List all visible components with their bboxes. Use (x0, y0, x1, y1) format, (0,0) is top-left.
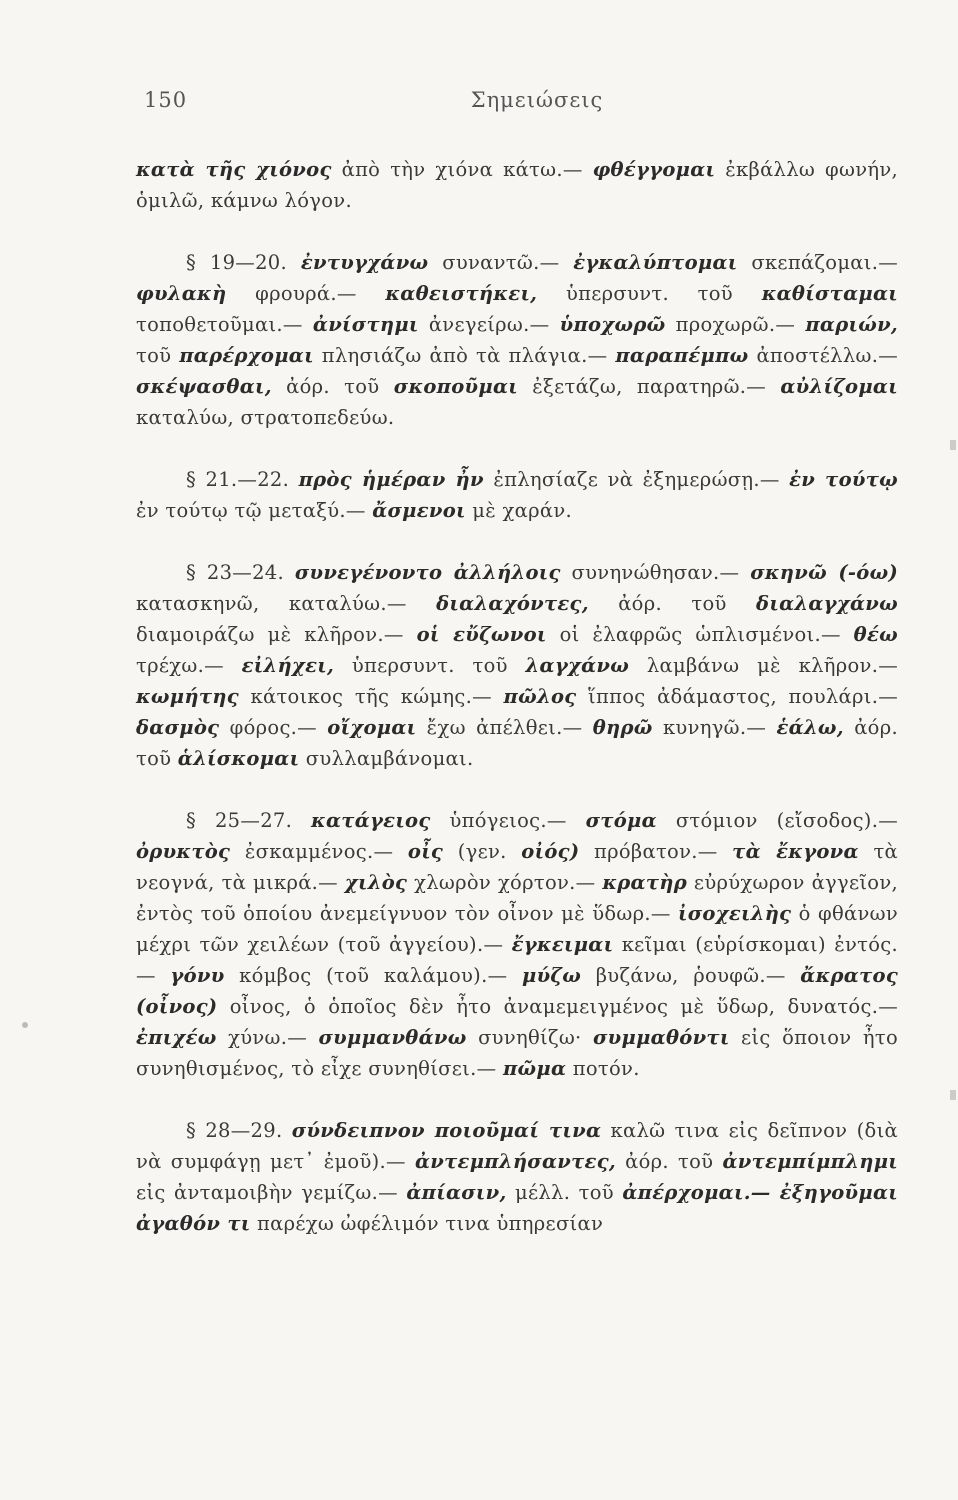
gloss: λαμβάνω μὲ κλῆρον.— (629, 654, 898, 677)
gloss: ὑπερσυντ. τοῦ (537, 282, 762, 305)
gloss: ὁ φθάνων μέχρι τῶν χειλέων (τοῦ ἀγγείου).— (136, 902, 898, 956)
headword: δασμὸς (136, 716, 220, 739)
gloss: ἀπὸ τὴν χιόνα κάτω.— (331, 158, 593, 181)
gloss: τοποθετοῦμαι.— (136, 313, 313, 336)
gloss: κόμβος (τοῦ καλάμου).— (224, 964, 522, 987)
gloss: καταλύω, στρατοπεδεύω. (136, 406, 395, 429)
headword: γόνυ (170, 964, 225, 987)
headword: θέω (853, 623, 898, 646)
gloss: ἔχω ἀπέλθει.— (416, 716, 593, 739)
gloss: συλλαμβάνομαι. (299, 747, 474, 770)
gloss: πρόβατον.— (579, 840, 733, 863)
gloss: ἀόρ. τοῦ (271, 375, 394, 398)
gloss: προχωρῶ.— (665, 313, 806, 336)
gloss: ἀόρ. τοῦ (588, 592, 757, 615)
gloss: συνηθίζω· (466, 1026, 593, 1049)
section-mark: § 23—24. (186, 561, 295, 584)
gloss: ὑπερσυντ. τοῦ (334, 654, 526, 677)
gloss: τὰ νεογνά, τὰ μικρά.— (136, 840, 898, 894)
headword: κωμήτης (136, 685, 239, 708)
headword: διαλαγχάνω (756, 592, 898, 615)
headword: οἰός) (521, 840, 580, 863)
note-paragraph (136, 557, 898, 774)
gloss: ἀνεγείρω.— (418, 313, 560, 336)
headword: συνεγένοντο ἀλλήλοις (294, 561, 561, 584)
headword: ἁλίσκομαι (177, 747, 300, 770)
section-mark: § 21.—22. (186, 468, 299, 491)
note-paragraph (136, 154, 898, 216)
gloss: ἐξετάζω, παρατηρῶ.— (518, 375, 781, 398)
headword: πῶμα (502, 1057, 567, 1080)
gloss: (γεν. (443, 840, 522, 863)
headword: λαγχάνω (525, 654, 630, 677)
headword: συμμαθόντι (593, 1026, 730, 1049)
gloss: οἶνος, ὁ ὁποῖος δὲν ἦτο ἀναμεμειγμένος μὲ ὕδωρ, δυνατός.— (217, 995, 898, 1018)
gloss: καλῶ τινα εἰς δεῖπνον (διὰ νὰ συμφάγῃ μετ᾽ ἐμοῦ).— (136, 1119, 898, 1173)
gloss: τρέχω.— (136, 654, 242, 677)
gloss: χύνω.— (216, 1026, 319, 1049)
gloss: ἐκβάλλω φωνήν, ὁμιλῶ, κάμνω λόγον. (136, 158, 898, 212)
gloss: ἀόρ. τοῦ (136, 716, 898, 770)
headword: ἐπιχέω (136, 1026, 217, 1049)
notes-body (136, 154, 898, 1239)
headword: οἶς (407, 840, 444, 863)
edge-mark (950, 1090, 956, 1100)
running-title: Σημειώσεις (470, 88, 604, 112)
gloss: ἐσκαμμένος.— (230, 840, 408, 863)
gloss: ὑπόγειος.— (430, 809, 586, 832)
headword: ἐν τούτῳ (789, 468, 898, 491)
section-mark: § 25—27. (186, 809, 312, 832)
headword: ἀντεμπίμπλημι (722, 1150, 898, 1173)
gloss: κεῖμαι (εὑρίσκομαι) ἐντός.— (136, 933, 898, 987)
headword: σκοποῦμαι (393, 375, 518, 398)
section-mark: § 28—29. (186, 1119, 292, 1142)
gloss: χλωρὸν χόρτον.— (407, 871, 603, 894)
headword: ἀνίστημι (312, 313, 419, 336)
headword: οἴχομαι (327, 716, 417, 739)
headword: ἑάλω, (776, 716, 844, 739)
headword: καθίσταμαι (761, 282, 898, 305)
gloss: ἐν τούτῳ τῷ μεταξύ.— (136, 499, 373, 522)
gloss: παρέχω ὠφέλιμόν τινα ὑπηρεσίαν (250, 1212, 604, 1235)
gloss: εὐρύχωρον ἀγγεῖον, ἐντὸς τοῦ ὁποίου ἀνεμείγνυον τὸν οἶνον μὲ ὕδωρ.— (136, 871, 898, 925)
headword: κατάγειος (311, 809, 431, 832)
headword: παρέρχομαι (179, 344, 314, 367)
headword: φθέγγομαι (592, 158, 716, 181)
gloss: οἱ ἐλαφρῶς ὡπλισμένοι.— (546, 623, 854, 646)
headword: ὑποχωρῶ (559, 313, 666, 336)
headword: ἄκρατος (οἶνος) (136, 964, 898, 1018)
gloss: κυνηγῶ.— (652, 716, 777, 739)
edge-mark (950, 440, 956, 450)
headword: στόμα (585, 809, 657, 832)
headword: πρὸς ἡμέραν ἦν (298, 468, 484, 491)
page-header (136, 88, 898, 128)
headword: τὰ ἔκγονα (732, 840, 859, 863)
headword: πῶλος (503, 685, 577, 708)
headword: οἱ εὔζωνοι (416, 623, 547, 646)
headword: μύζω (522, 964, 582, 987)
gloss: τοῦ (136, 344, 180, 367)
gloss: ἐπλησίαζε νὰ ἐξημερώσῃ.— (483, 468, 790, 491)
gloss: ἵππος ἀδάμαστος, πουλάρι.— (576, 685, 898, 708)
headword: ὀρυκτὸς (136, 840, 231, 863)
gloss: μὲ χαράν. (465, 499, 573, 522)
headword: συμμανθάνω (318, 1026, 467, 1049)
headword: ἐντυγχάνω (300, 251, 429, 274)
gloss: ποτόν. (566, 1057, 640, 1080)
section-mark: § 19—20. (186, 251, 301, 274)
headword: ἀντεμπλήσαντες, (415, 1150, 616, 1173)
headword: σύνδειπνον ποιοῦμαί τινα (291, 1119, 602, 1142)
gloss: συνηνώθησαν.— (560, 561, 751, 584)
headword: κρατὴρ (602, 871, 688, 894)
note-paragraph (136, 247, 898, 433)
headword: ἐγκαλύπτομαι (573, 251, 738, 274)
gloss: ἀόρ. τοῦ (615, 1150, 723, 1173)
headword: χιλὸς (344, 871, 408, 894)
gloss: ἀποστέλλω.— (748, 344, 899, 367)
headword: παραπέμπω (615, 344, 749, 367)
headword: ἔγκειμαι (511, 933, 614, 956)
gloss: βυζάνω, ῥουφῶ.— (581, 964, 801, 987)
headword: αὐλίζομαι (780, 375, 898, 398)
page-number: 150 (144, 88, 188, 112)
headword: κατὰ τῆς χιόνος (136, 158, 332, 181)
headword: φυλακὴ (136, 282, 227, 305)
gloss: κάτοικος τῆς κώμης.— (238, 685, 504, 708)
headword: σκέψασθαι, (136, 375, 272, 398)
headword: ἰσοχειλὴς (678, 902, 792, 925)
headword: καθειστήκει, (385, 282, 538, 305)
headword: παριών, (805, 313, 899, 336)
gloss: στόμιον (εἴσοδος).— (656, 809, 899, 832)
headword: ἀπίασιν, (406, 1181, 507, 1204)
note-paragraph (136, 1115, 898, 1239)
headword: σκηνῶ (-όω) (750, 561, 898, 584)
gloss: διαμοιράζω μὲ κλῆρον.— (136, 623, 417, 646)
headword: εἰλήχει, (241, 654, 335, 677)
margin-dot (22, 1022, 28, 1028)
gloss: φρουρά.— (226, 282, 386, 305)
gloss: πλησιάζω ἀπὸ τὰ πλάγια.— (313, 344, 616, 367)
gloss: μέλλ. τοῦ (506, 1181, 623, 1204)
note-paragraph (136, 464, 898, 526)
headword: διαλαχόντες, (436, 592, 589, 615)
gloss: κατασκηνῶ, καταλύω.— (136, 592, 437, 615)
headword: ἀπέρχομαι.— ἐξηγοῦμαι ἀγαθόν τι (136, 1181, 898, 1235)
gloss: εἰς ὅποιον ἦτο συνηθισμένος, τὸ εἶχε συνηθίσει.— (136, 1026, 898, 1080)
note-paragraph (136, 805, 898, 1084)
gloss: συναντῶ.— (428, 251, 574, 274)
gloss: εἰς ἀνταμοιβὴν γεμίζω.— (136, 1181, 407, 1204)
headword: ἄσμενοι (372, 499, 466, 522)
headword: θηρῶ (592, 716, 653, 739)
gloss: σκεπάζομαι.— (737, 251, 898, 274)
gloss: φόρος.— (219, 716, 328, 739)
